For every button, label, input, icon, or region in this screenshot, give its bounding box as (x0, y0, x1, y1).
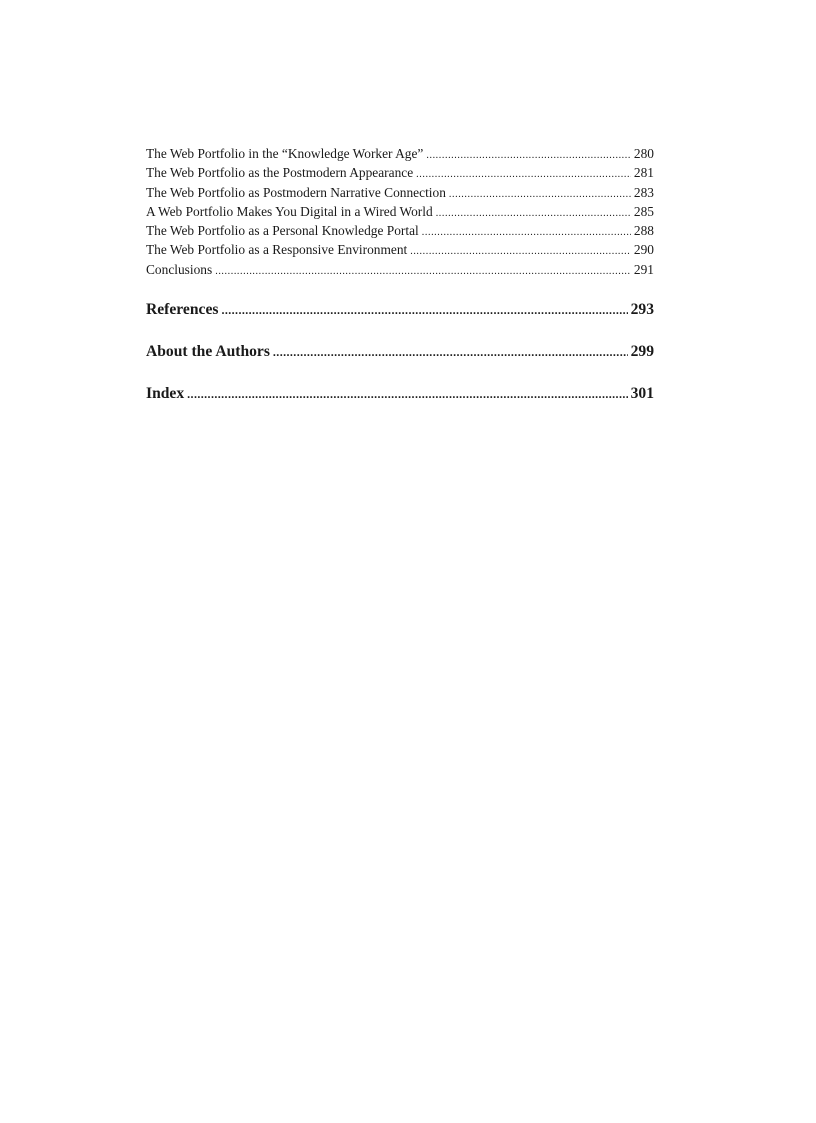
dot-leader (449, 185, 631, 202)
toc-chapter-title: References (146, 301, 219, 319)
toc-chapter-page: 299 (630, 343, 654, 361)
toc-entry-title: The Web Portfolio in the “Knowledge Worker Age” (146, 146, 424, 161)
toc-entry-page: 290 (633, 242, 654, 258)
toc-entry-title: Conclusions (146, 261, 213, 277)
dot-leader (410, 242, 631, 259)
toc-chapter-title: Index (146, 385, 185, 403)
toc-entry-title: The Web Portfolio as Postmodern Narrative Connection (146, 184, 446, 200)
toc-entry-about-the-authors (146, 342, 654, 362)
dot-leader (416, 165, 631, 182)
toc-entry-knowledge-worker-age (146, 144, 654, 163)
toc-entry-digital-wired-world (146, 202, 654, 221)
dot-leader (422, 223, 631, 240)
toc-entry-page: 280 (633, 146, 654, 161)
toc-entry-knowledge-portal (146, 221, 654, 240)
dot-leader (187, 384, 627, 404)
toc-entry-title: The Web Portfolio as a Personal Knowledge Portal (146, 223, 419, 239)
dot-leader (221, 300, 627, 320)
toc-chapter-page: 293 (630, 301, 654, 319)
toc-entry-responsive-environment (146, 240, 654, 259)
dot-leader (215, 262, 631, 279)
toc-chapter-title: About the Authors (146, 343, 270, 361)
toc-entry-page: 283 (633, 184, 654, 200)
dot-leader (436, 204, 631, 221)
toc-entry-title: The Web Portfolio as the Postmodern Appearance (146, 165, 414, 181)
toc-entry-conclusions (146, 260, 654, 279)
toc-entry-page: 291 (633, 261, 654, 277)
toc-entry-page: 281 (633, 165, 654, 181)
toc-entry-title: A Web Portfolio Makes You Digital in a Wired World (146, 203, 433, 219)
toc-entry-postmodern-narrative (146, 183, 654, 202)
dot-leader (426, 146, 631, 163)
toc-entry-index (146, 384, 654, 404)
toc-entry-title: The Web Portfolio as a Responsive Environment (146, 242, 408, 258)
toc-chapter-page: 301 (630, 385, 654, 403)
table-of-contents (146, 144, 654, 404)
toc-entry-page: 285 (633, 203, 654, 219)
toc-entry-postmodern-appearance (146, 163, 654, 182)
dot-leader (273, 342, 628, 362)
toc-entry-page: 288 (633, 223, 654, 239)
toc-entry-references (146, 300, 654, 320)
